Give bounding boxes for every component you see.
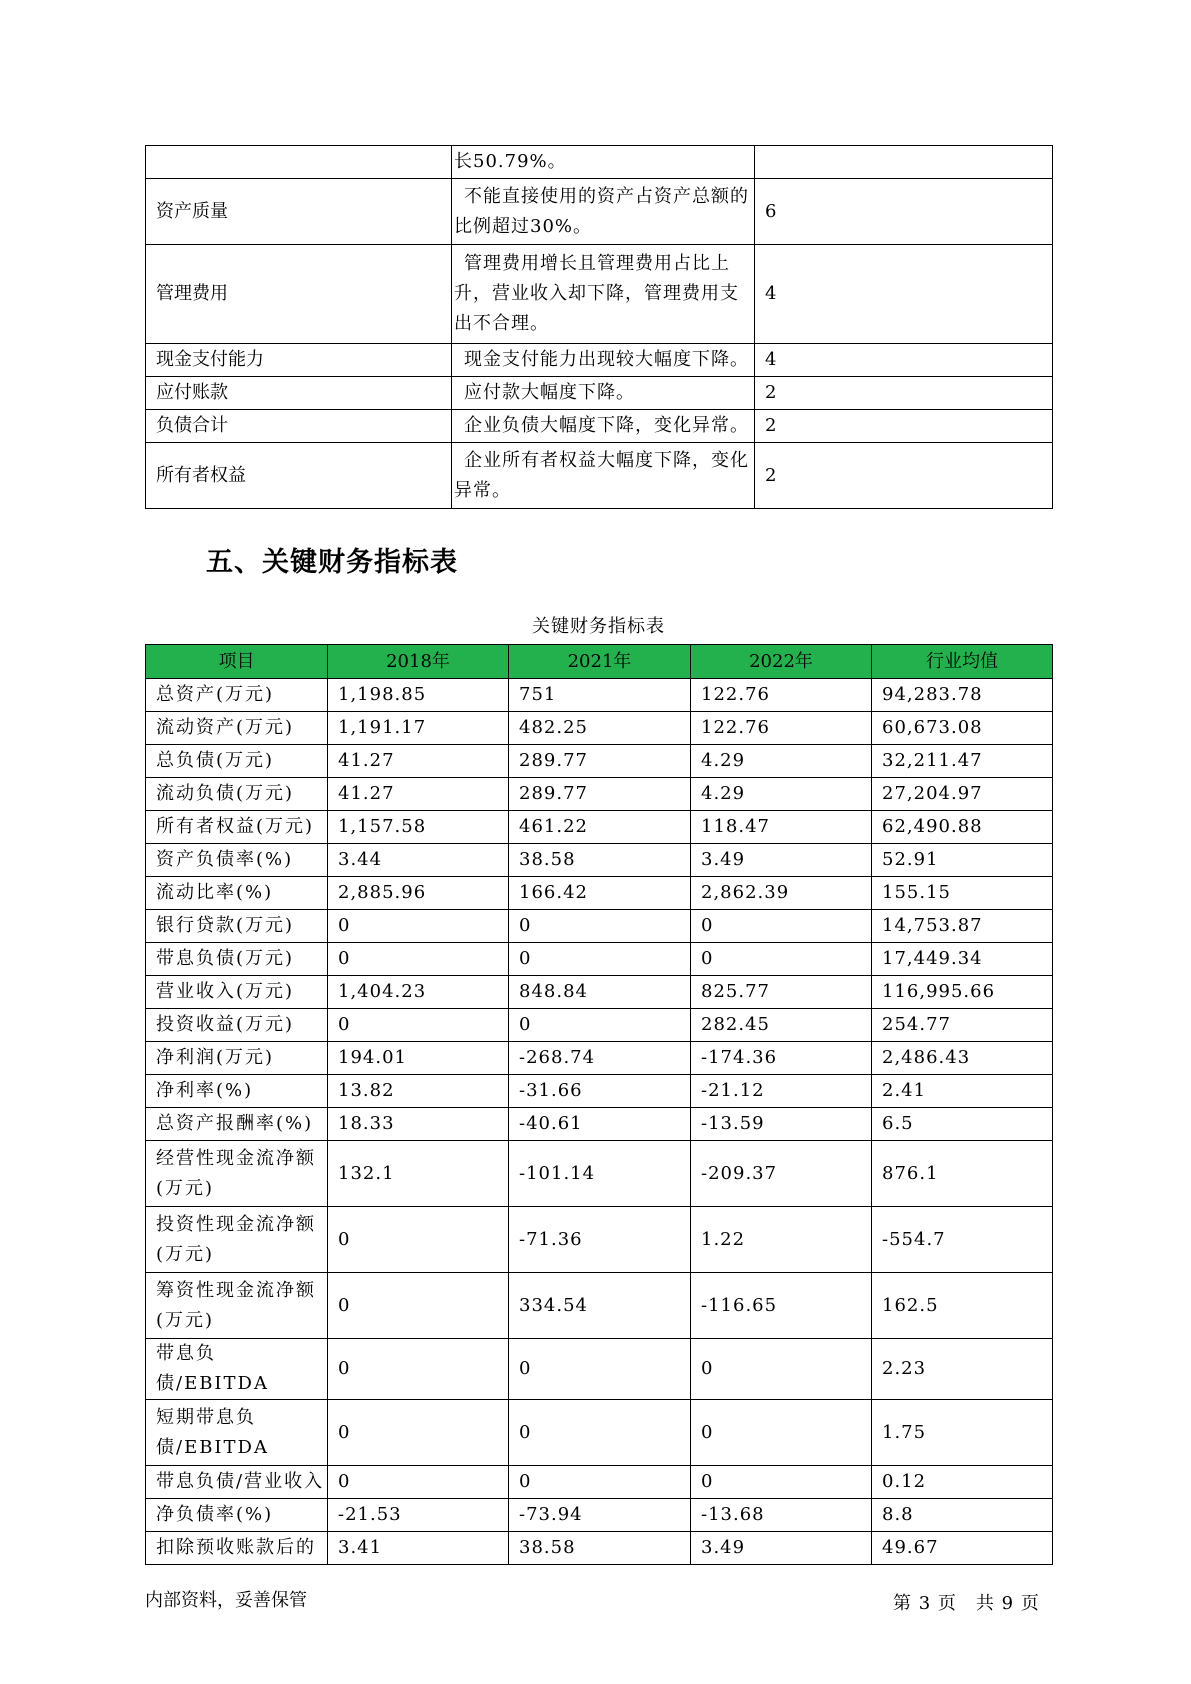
value-2018-cell: 13.82 — [328, 1075, 509, 1108]
value-2022-cell: 0 — [691, 1466, 872, 1499]
table-row — [146, 410, 1053, 443]
value-2018-cell: 0 — [328, 1339, 509, 1400]
table-row — [146, 344, 1053, 377]
risk-score-cell: 6 — [755, 179, 1053, 245]
risk-desc-cell: 企业负债大幅度下降，变化异常。 — [452, 410, 755, 443]
table-row — [146, 1141, 1053, 1207]
value-2022-cell: -13.68 — [691, 1499, 872, 1532]
value-2018-cell: 194.01 — [328, 1042, 509, 1075]
risk-score-cell: 4 — [755, 344, 1053, 377]
table-row — [146, 1075, 1053, 1108]
value-2018-cell: 1,404.23 — [328, 976, 509, 1009]
industry-average-cell: 17,449.34 — [872, 943, 1053, 976]
value-2022-cell: 118.47 — [691, 811, 872, 844]
value-2021-cell: 848.84 — [509, 976, 691, 1009]
value-2022-cell: 1.22 — [691, 1207, 872, 1273]
page-prefix: 第 — [893, 1593, 912, 1614]
table-row — [146, 1499, 1053, 1532]
industry-average-cell: 876.1 — [872, 1141, 1053, 1207]
table-row — [146, 712, 1053, 745]
value-2022-cell: 4.29 — [691, 745, 872, 778]
value-2021-cell: -73.94 — [509, 1499, 691, 1532]
indicator-name-cell: 带息负债/营业收入 — [146, 1466, 328, 1499]
footer-page-number — [893, 1589, 1040, 1615]
indicator-name-cell: 筹资性现金流净额(万元) — [146, 1273, 328, 1339]
table-row — [146, 443, 1053, 509]
indicator-name-cell: 银行贷款(万元) — [146, 910, 328, 943]
value-2018-cell: 3.44 — [328, 844, 509, 877]
value-2022-cell: 0 — [691, 910, 872, 943]
value-2021-cell: -268.74 — [509, 1042, 691, 1075]
value-2021-cell: -71.36 — [509, 1207, 691, 1273]
industry-average-cell: 52.91 — [872, 844, 1053, 877]
value-2018-cell: 1,191.17 — [328, 712, 509, 745]
value-2022-cell: 3.49 — [691, 844, 872, 877]
table-caption: 关键财务指标表 — [532, 616, 665, 637]
value-2022-cell: -21.12 — [691, 1075, 872, 1108]
risk-desc-cell: 管理费用增长且管理费用占比上升，营业收入却下降，管理费用支出不合理。 — [452, 245, 755, 344]
value-2021-cell: 289.77 — [509, 745, 691, 778]
risk-score-cell: 4 — [755, 245, 1053, 344]
indicator-name-cell: 流动资产(万元) — [146, 712, 328, 745]
value-2021-cell: -101.14 — [509, 1141, 691, 1207]
value-2022-cell: 0 — [691, 943, 872, 976]
header-2018: 2018年 — [328, 645, 509, 679]
risk-factor-table — [145, 145, 1053, 509]
value-2022-cell: 3.49 — [691, 1532, 872, 1565]
table-row — [146, 1466, 1053, 1499]
industry-average-cell: 62,490.88 — [872, 811, 1053, 844]
risk-name-cell — [146, 146, 452, 179]
table-row — [146, 943, 1053, 976]
industry-average-cell: 8.8 — [872, 1499, 1053, 1532]
footer-confidential-note: 内部资料，妥善保管 — [145, 1590, 307, 1611]
value-2021-cell: 38.58 — [509, 1532, 691, 1565]
indicator-name-cell: 净利率(%) — [146, 1075, 328, 1108]
industry-average-cell: 14,753.87 — [872, 910, 1053, 943]
industry-average-cell: 1.75 — [872, 1400, 1053, 1466]
table-row — [146, 1532, 1053, 1565]
risk-name-cell: 所有者权益 — [146, 443, 452, 509]
industry-average-cell: 32,211.47 — [872, 745, 1053, 778]
indicator-name-cell: 资产负债率(%) — [146, 844, 328, 877]
header-2021: 2021年 — [509, 645, 691, 679]
risk-score-cell — [755, 146, 1053, 179]
risk-name-cell: 负债合计 — [146, 410, 452, 443]
table-row — [146, 679, 1053, 712]
table-row — [146, 1042, 1053, 1075]
risk-desc-cell: 长50.79%。 — [452, 146, 755, 179]
table-row — [146, 1009, 1053, 1042]
indicator-name-cell: 所有者权益(万元) — [146, 811, 328, 844]
value-2021-cell: 0 — [509, 1400, 691, 1466]
risk-desc-cell: 现金支付能力出现较大幅度下降。 — [452, 344, 755, 377]
table-row — [146, 877, 1053, 910]
risk-score-cell: 2 — [755, 443, 1053, 509]
value-2021-cell: 0 — [509, 1466, 691, 1499]
value-2022-cell: 0 — [691, 1400, 872, 1466]
value-2018-cell: 18.33 — [328, 1108, 509, 1141]
indicator-name-cell: 投资性现金流净额(万元) — [146, 1207, 328, 1273]
indicator-name-cell: 净利润(万元) — [146, 1042, 328, 1075]
indicator-name-cell: 流动比率(%) — [146, 877, 328, 910]
table-row — [146, 976, 1053, 1009]
value-2021-cell: 166.42 — [509, 877, 691, 910]
value-2018-cell: 2,885.96 — [328, 877, 509, 910]
indicator-name-cell: 扣除预收账款后的 — [146, 1532, 328, 1565]
table-row — [146, 1207, 1053, 1273]
table-row — [146, 245, 1053, 344]
value-2018-cell: 0 — [328, 943, 509, 976]
value-2018-cell: 1,157.58 — [328, 811, 509, 844]
indicator-name-cell: 经营性现金流净额(万元) — [146, 1141, 328, 1207]
industry-average-cell: 0.12 — [872, 1466, 1053, 1499]
table-row — [146, 179, 1053, 245]
industry-average-cell: 254.77 — [872, 1009, 1053, 1042]
indicator-name-cell: 总资产报酬率(%) — [146, 1108, 328, 1141]
value-2021-cell: 0 — [509, 1009, 691, 1042]
value-2018-cell: 0 — [328, 1207, 509, 1273]
indicator-name-cell: 带息负债(万元) — [146, 943, 328, 976]
value-2022-cell: 122.76 — [691, 679, 872, 712]
risk-name-cell: 管理费用 — [146, 245, 452, 344]
page-total: 9 — [1001, 1593, 1015, 1614]
value-2018-cell: 0 — [328, 1009, 509, 1042]
value-2021-cell: 461.22 — [509, 811, 691, 844]
financial-indicator-table — [145, 644, 1053, 1565]
value-2021-cell: -40.61 — [509, 1108, 691, 1141]
header-2022: 2022年 — [691, 645, 872, 679]
indicator-name-cell: 带息负债/EBITDA — [146, 1339, 328, 1400]
risk-desc-cell: 应付款大幅度下降。 — [452, 377, 755, 410]
indicator-name-cell: 流动负债(万元) — [146, 778, 328, 811]
value-2022-cell: -116.65 — [691, 1273, 872, 1339]
industry-average-cell: 116,995.66 — [872, 976, 1053, 1009]
value-2021-cell: 0 — [509, 943, 691, 976]
risk-score-cell: 2 — [755, 377, 1053, 410]
value-2022-cell: 122.76 — [691, 712, 872, 745]
risk-name-cell: 现金支付能力 — [146, 344, 452, 377]
value-2022-cell: 0 — [691, 1339, 872, 1400]
header-industry-average: 行业均值 — [872, 645, 1053, 679]
risk-score-cell: 2 — [755, 410, 1053, 443]
indicator-name-cell: 净负债率(%) — [146, 1499, 328, 1532]
table-header-row — [146, 645, 1053, 679]
industry-average-cell: 6.5 — [872, 1108, 1053, 1141]
industry-average-cell: -554.7 — [872, 1207, 1053, 1273]
value-2021-cell: 0 — [509, 910, 691, 943]
industry-average-cell: 49.67 — [872, 1532, 1053, 1565]
value-2022-cell: 2,862.39 — [691, 877, 872, 910]
value-2021-cell: 482.25 — [509, 712, 691, 745]
indicator-name-cell: 总负债(万元) — [146, 745, 328, 778]
industry-average-cell: 162.5 — [872, 1273, 1053, 1339]
risk-name-cell: 应付账款 — [146, 377, 452, 410]
page-current: 3 — [918, 1593, 932, 1614]
page-suffix: 页 — [1020, 1593, 1040, 1614]
value-2018-cell: 41.27 — [328, 778, 509, 811]
header-item: 项目 — [146, 645, 328, 679]
table-row — [146, 811, 1053, 844]
industry-average-cell: 2.23 — [872, 1339, 1053, 1400]
value-2018-cell: 0 — [328, 910, 509, 943]
table-row — [146, 778, 1053, 811]
table-row — [146, 1108, 1053, 1141]
industry-average-cell: 60,673.08 — [872, 712, 1053, 745]
value-2018-cell: 0 — [328, 1466, 509, 1499]
value-2021-cell: 289.77 — [509, 778, 691, 811]
value-2018-cell: 0 — [328, 1400, 509, 1466]
risk-desc-cell: 企业所有者权益大幅度下降，变化异常。 — [452, 443, 755, 509]
industry-average-cell: 2,486.43 — [872, 1042, 1053, 1075]
risk-name-cell: 资产质量 — [146, 179, 452, 245]
industry-average-cell: 2.41 — [872, 1075, 1053, 1108]
value-2022-cell: -174.36 — [691, 1042, 872, 1075]
table-row — [146, 1400, 1053, 1466]
table-row — [146, 844, 1053, 877]
risk-desc-cell: 不能直接使用的资产占资产总额的比例超过30%。 — [452, 179, 755, 245]
indicator-name-cell: 总资产(万元) — [146, 679, 328, 712]
value-2021-cell: 0 — [509, 1339, 691, 1400]
indicator-name-cell: 投资收益(万元) — [146, 1009, 328, 1042]
value-2021-cell: 334.54 — [509, 1273, 691, 1339]
section-heading: 五、关键财务指标表 — [206, 547, 458, 578]
table-row — [146, 377, 1053, 410]
indicator-name-cell: 营业收入(万元) — [146, 976, 328, 1009]
value-2021-cell: -31.66 — [509, 1075, 691, 1108]
value-2018-cell: 3.41 — [328, 1532, 509, 1565]
indicator-name-cell: 短期带息负债/EBITDA — [146, 1400, 328, 1466]
value-2022-cell: 282.45 — [691, 1009, 872, 1042]
value-2018-cell: 41.27 — [328, 745, 509, 778]
value-2022-cell: -209.37 — [691, 1141, 872, 1207]
industry-average-cell: 155.15 — [872, 877, 1053, 910]
value-2018-cell: 132.1 — [328, 1141, 509, 1207]
value-2018-cell: -21.53 — [328, 1499, 509, 1532]
value-2021-cell: 751 — [509, 679, 691, 712]
industry-average-cell: 27,204.97 — [872, 778, 1053, 811]
value-2018-cell: 1,198.85 — [328, 679, 509, 712]
page-mid: 页 共 — [937, 1593, 995, 1614]
value-2021-cell: 38.58 — [509, 844, 691, 877]
value-2018-cell: 0 — [328, 1273, 509, 1339]
value-2022-cell: -13.59 — [691, 1108, 872, 1141]
table-row — [146, 910, 1053, 943]
table-row — [146, 745, 1053, 778]
table-row — [146, 1339, 1053, 1400]
table-row — [146, 146, 1053, 179]
industry-average-cell: 94,283.78 — [872, 679, 1053, 712]
value-2022-cell: 4.29 — [691, 778, 872, 811]
table-row — [146, 1273, 1053, 1339]
value-2022-cell: 825.77 — [691, 976, 872, 1009]
